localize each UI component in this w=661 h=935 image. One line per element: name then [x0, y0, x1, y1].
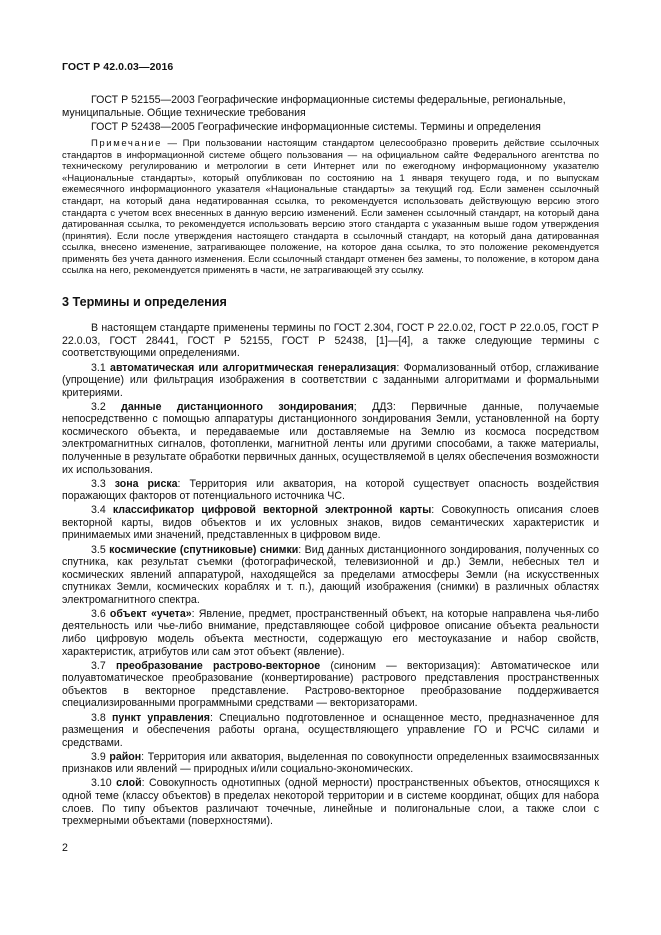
term-name: преобразование растрово-векторное	[115, 659, 321, 672]
page-number: 2	[62, 842, 68, 854]
term-definition: (синоним — векторизация): Автоматическое или полуавтоматическое преобразование (конвертирование) растрового представления пространственных объектов в векторное представление. Растрово-векторное преобразование поддерживается специализированными программными средствами — векторизаторами.	[62, 659, 600, 710]
term-3-10	[62, 777, 599, 827]
term-number: 3.7	[91, 659, 116, 672]
term-number: 3.5	[91, 543, 110, 556]
term-number: 3.10	[91, 777, 117, 790]
term-name: район	[109, 750, 142, 763]
reference-gost-r-52155: ГОСТ Р 52155—2003 Географические информационные системы федеральные, региональные, муниципальные. Общие технические требования	[62, 94, 566, 119]
note-text: — При пользовании настоящим стандартом целесообразно проверить действие ссылочных стандартов в информационной системе общего пользования — на официальном сайте Федерального агентства по техническому регулированию и метрологии в сети Интернет или по ежегодному информационному указателю «Национальные стандарты», который опубликован по состоянию на 1 января текущего года, и по выпускам ежемесячного информационного указателя «Национальные стандарты» за текущий год. Если заменен ссылочный стандарт, на который дана недатированная ссылка, то рекомендуется использовать действующую версию этого стандарта с учетом всех внесенных в данную версию изменений. Если заменен ссылочный стандарт, на который дана датированная ссылка, то рекомендуется использовать версию этого стандарта с указанным выше годом утверждения (принятия). Если после утверждения настоящего стандарта в ссылочный стандарт, на который дана датированная ссылка, внесено изменение, затрагивающее положение, на которое дана ссылка, то это положение рекомендуется применять без учета данного изменения. Если ссылочный стандарт отменен без замены, то положение, в котором дана ссылка на него, рекомендуется применять в части, не затрагивающей эту ссылку.	[62, 138, 599, 277]
term-name: слой	[116, 777, 142, 790]
page-content	[62, 94, 599, 829]
term-definition: : Формализованный отбор, сглаживание (упрощение) или фильтрация изображения в соответствии с заданными алгоритмами и формальными критериями.	[62, 361, 599, 399]
reference-gost-r-52438: ГОСТ Р 52438—2005 Географические информационные системы. Термины и определения	[91, 120, 541, 133]
term-name: космические (спутниковые) снимки	[109, 543, 299, 556]
term-3-6	[62, 608, 599, 658]
term-name: объект «учета»	[109, 607, 192, 620]
term-number: 3.3	[91, 477, 115, 490]
term-name: классификатор цифровой векторной электронной карты	[112, 504, 432, 517]
term-3-9	[62, 751, 599, 776]
term-number: 3.4	[91, 504, 113, 517]
term-3-4	[62, 504, 599, 542]
term-definition: : Совокупность однотипных (одной мерности) пространственных объектов, относящихся к одной теме (классу объектов) в пределах некоторой территории и в системе координат, общих для набора слоев. По типу объектов различают точечные, линейные и полигональные слои, а также слои с трехмерными объектами (поверхностями).	[62, 777, 600, 828]
note-label: Примечание	[91, 138, 162, 150]
term-number: 3.8	[91, 711, 112, 724]
term-3-5	[62, 544, 599, 607]
term-name: автоматическая или алгоритмическая генерализация	[110, 361, 397, 374]
term-number: 3.2	[91, 400, 122, 413]
document-id-header: ГОСТ Р 42.0.03—2016	[62, 61, 174, 73]
term-definition: : Совокупность описания слоев векторной карты, видов объектов и их условных знаков, видов семантических характеристик и принимаемых ими значений, представленных в цифровом виде.	[62, 504, 599, 542]
term-3-1	[62, 362, 599, 400]
term-definition: ; ДДЗ: Первичные данные, получаемые непосредственно с помощью аппаратуры дистанционного зондирования Земли, установленной на борту космического объекта, и передаваемые или доставляемые на Землю из космоса посредством электромагнитных сигналов, фотопленки, магнитной ленты или другими способами, а также материалы, полученные в результате обработки первичных данных, осуществляемой в целях обеспечения возможности их использования.	[62, 400, 600, 476]
term-number: 3.9	[91, 750, 110, 763]
term-name: зона риска	[114, 477, 178, 490]
term-number: 3.1	[91, 361, 111, 374]
term-number: 3.6	[91, 607, 110, 620]
term-3-7	[62, 660, 599, 710]
note-paragraph	[62, 138, 599, 277]
term-name: пункт управления	[111, 711, 210, 724]
term-3-3	[62, 478, 599, 503]
term-definition: : Территория или акватория, на которой существует опасность воздействия поражающих факторов от потенциального источника ЧС.	[62, 477, 600, 503]
section-intro: В настоящем стандарте применены термины по ГОСТ 2.304, ГОСТ Р 22.0.02, ГОСТ Р 22.0.05, ГОСТ Р 22.0.03, ГОСТ 28441, ГОСТ Р 52155, ГОСТ Р 52438, [1]—[4], а также следующие термины с соответствующими определениями.	[62, 322, 599, 360]
term-definition: : Специально подготовленное и оснащенное место, предназначенное для размещения и обеспечения работы органа, осуществляющего управление ГО и РСЧС силами и средствами.	[62, 711, 599, 749]
term-name: данные дистанционного зондирования	[121, 400, 354, 413]
section-title: 3 Термины и определения	[62, 294, 227, 309]
term-definition: : Вид данных дистанционного зондирования, полученных со спутника, как результат съемки (фотографической, телевизионной и др.) Земли, небесных тел и космических явлений аппаратурой, находящейся за пределами атмосферы Земли (на искусственных спутниках Земли, космических кораблях и т. п.), дающий изображения (снимки) в различных областях электромагнитного спектра.	[62, 543, 599, 606]
term-definition: : Явление, предмет, пространственный объект, на которые направлена чья-либо деятельность или чье-либо внимание, представляющее собой цифровое описание объекта реальности либо цифровую модель объекта местности, содержащую его местоуказание и набор свойств, характеристик, атрибутов или сам этот объект (явление).	[62, 607, 599, 658]
term-3-2	[62, 401, 599, 476]
term-definition: : Территория или акватория, выделенная по совокупности определенных взаимосвязанных признаков или явлений — природных и/или социально-экономических.	[62, 750, 599, 776]
term-3-8	[62, 712, 599, 750]
